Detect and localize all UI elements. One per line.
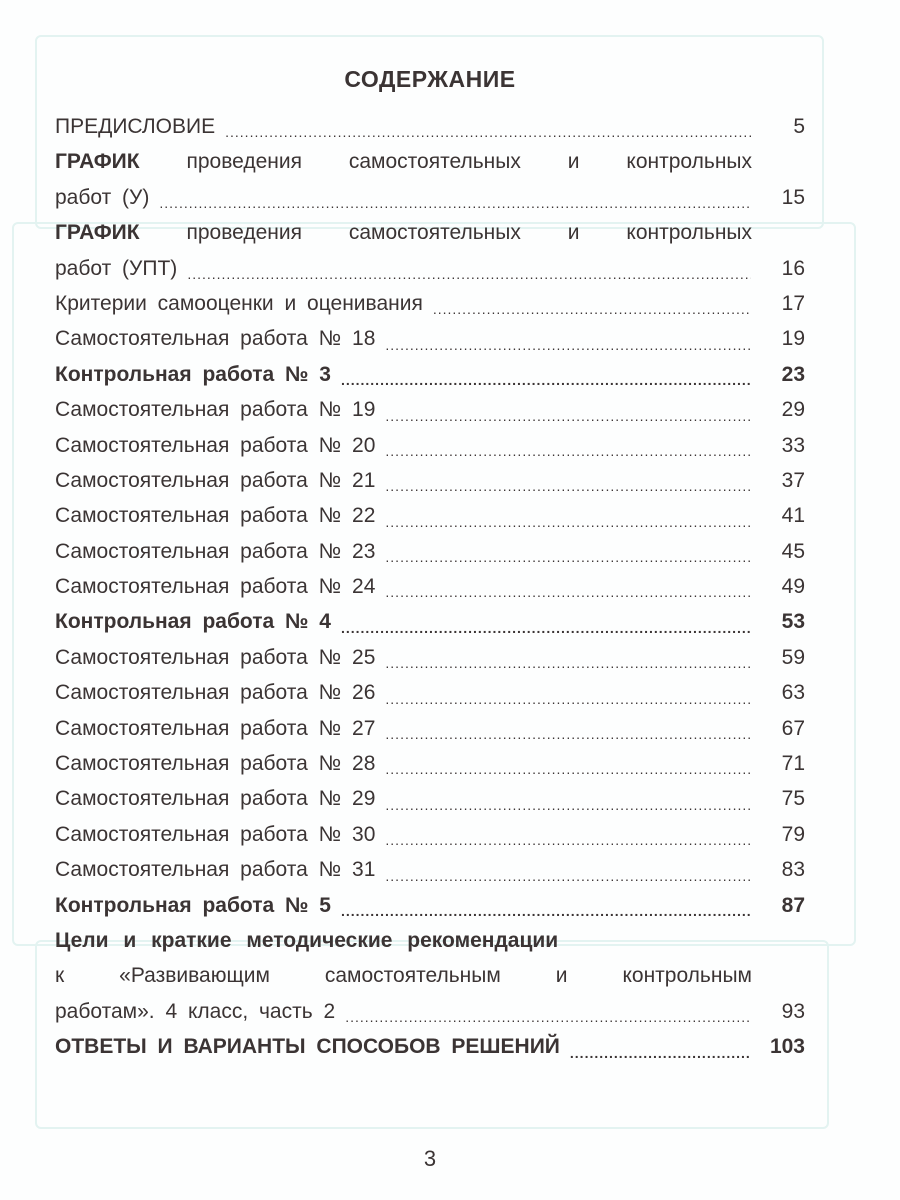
toc-entry-lead-line: [55, 958, 752, 993]
toc-entry-page: 15: [781, 185, 805, 209]
toc-entry-page: 5: [793, 115, 805, 138]
toc-entry[interactable]: [55, 711, 805, 746]
toc-entry-label: Самостоятельная работа № 28: [55, 752, 376, 776]
toc-leader-dots: [187, 262, 751, 286]
toc-entry-label: ОТВЕТЫ И ВАРИАНТЫ СПОСОБОВ РЕШЕНИЙ: [55, 1035, 560, 1059]
toc-leader-dots: [385, 580, 751, 604]
toc-entry-label: Самостоятельная работа № 25: [55, 645, 376, 669]
toc-leader-dots: [385, 510, 751, 534]
toc-leader-dots: [341, 368, 751, 392]
toc-entry-page: 83: [781, 858, 805, 882]
toc-entry-heading: Цели и краткие методические рекомендации: [55, 928, 559, 952]
toc-entry[interactable]: [55, 640, 805, 675]
toc-entry-label: Самостоятельная работа № 31: [55, 858, 376, 882]
toc-entry-lead-line: [55, 144, 752, 179]
toc-entry-label: Контрольная работа № 3: [55, 362, 331, 386]
toc-entry-page: 29: [781, 398, 805, 422]
toc-entry-page: 71: [781, 752, 805, 776]
toc-entry-label: Контрольная работа № 4: [55, 610, 331, 634]
toc-entry-lead-line: [55, 215, 752, 250]
toc-entry[interactable]: [55, 357, 805, 392]
toc-entry-label: Самостоятельная работа № 19: [55, 398, 376, 422]
toc-entry-label: Самостоятельная работа № 29: [55, 787, 376, 811]
toc-entry-label: Самостоятельная работа № 30: [55, 822, 376, 846]
toc-entry-label: Самостоятельная работа № 20: [55, 433, 376, 457]
toc-entry-label: Самостоятельная работа № 21: [55, 468, 376, 492]
toc-leader-dots: [385, 651, 751, 675]
toc-entry-label: Самостоятельная работа № 23: [55, 539, 376, 563]
toc-entry-page: 53: [781, 610, 805, 634]
toc-entry-page: 63: [781, 681, 805, 705]
toc-leader-dots: [385, 545, 751, 569]
toc-entry[interactable]: [55, 746, 805, 781]
toc-entry[interactable]: [55, 109, 805, 144]
toc-entry-label: ПРЕДИСЛОВИЕ: [55, 115, 216, 138]
toc-leader-dots: [385, 474, 751, 498]
toc-leader-dots: [385, 687, 751, 711]
toc-entry-lead-text: к «Развивающим самостоятельным и контрольным: [55, 964, 752, 988]
toc-entry[interactable]: [55, 321, 805, 356]
toc-entry-label: Критерии самооценки и оценивания: [55, 291, 423, 315]
toc-leader-dots: [385, 404, 751, 428]
table-of-contents: [55, 109, 805, 1065]
toc-leader-dots: [159, 191, 751, 215]
toc-leader-dots: [385, 757, 751, 781]
toc-entry-lead-bold: ГРАФИК: [55, 221, 140, 245]
toc-entry[interactable]: [55, 286, 805, 321]
toc-entry-lead-text: проведения самостоятельных и контрольных: [186, 150, 753, 174]
toc-entry[interactable]: [55, 463, 805, 498]
toc-entry[interactable]: [55, 817, 805, 852]
toc-entry-page: 93: [781, 999, 805, 1023]
toc-entry[interactable]: [55, 534, 805, 569]
toc-entry-label: Контрольная работа № 5: [55, 893, 331, 917]
toc-entry-label: Самостоятельная работа № 18: [55, 327, 376, 351]
toc-entry[interactable]: [55, 1029, 805, 1064]
toc-leader-dots: [385, 333, 751, 357]
toc-entry-label: Самостоятельная работа № 24: [55, 575, 376, 599]
page-number: 3: [423, 1146, 437, 1171]
toc-entry-page: 19: [781, 327, 805, 351]
toc-leader-dots: [341, 899, 751, 923]
toc-entry-label: работам». 4 класс, часть 2: [55, 999, 336, 1023]
toc-entry-page: 87: [781, 893, 805, 917]
toc-entry-lead-bold: ГРАФИК: [55, 150, 140, 174]
toc-leader-dots: [385, 793, 751, 817]
toc-entry[interactable]: [55, 251, 805, 286]
toc-entry[interactable]: [55, 392, 805, 427]
toc-entry-label: Самостоятельная работа № 22: [55, 504, 376, 528]
toc-leader-dots: [385, 722, 751, 746]
page-title: СОДЕРЖАНИЕ: [344, 66, 516, 92]
toc-leader-dots: [345, 1005, 751, 1029]
toc-leader-dots: [385, 828, 751, 852]
toc-entry[interactable]: [55, 888, 805, 923]
toc-entry-page: 41: [781, 504, 805, 528]
toc-entry[interactable]: [55, 781, 805, 816]
toc-leader-dots: [225, 120, 751, 144]
toc-leader-dots: [385, 864, 751, 888]
toc-entry[interactable]: [55, 675, 805, 710]
toc-entry-page: 103: [769, 1035, 805, 1059]
toc-entry-label: Самостоятельная работа № 27: [55, 716, 376, 740]
toc-entry-page: 37: [781, 468, 805, 492]
toc-leader-dots: [385, 439, 751, 463]
toc-entry[interactable]: [55, 604, 805, 639]
toc-leader-dots: [570, 1041, 751, 1065]
toc-entry[interactable]: [55, 428, 805, 463]
toc-entry[interactable]: [55, 180, 805, 215]
toc-leader-dots: [341, 616, 751, 640]
toc-entry-lead-text: проведения самостоятельных и контрольных: [186, 221, 753, 245]
toc-entry-label: Самостоятельная работа № 26: [55, 681, 376, 705]
toc-entry-label: работ (УПТ): [55, 256, 178, 280]
toc-entry-page: 67: [781, 716, 805, 740]
toc-entry-page: 79: [781, 822, 805, 846]
toc-entry[interactable]: [55, 498, 805, 533]
toc-entry-page: 33: [781, 433, 805, 457]
toc-entry-page: 49: [781, 575, 805, 599]
toc-entry[interactable]: [55, 852, 805, 887]
toc-entry-page: 59: [781, 645, 805, 669]
toc-entry-page: 75: [781, 787, 805, 811]
toc-leader-dots: [433, 297, 751, 321]
toc-entry-page: 16: [781, 256, 805, 280]
toc-entry-page: 17: [781, 291, 805, 315]
toc-entry-page: 23: [781, 362, 805, 386]
toc-entry-label: работ (У): [55, 185, 150, 209]
toc-entry[interactable]: [55, 569, 805, 604]
toc-entry-page: 45: [781, 539, 805, 563]
toc-entry[interactable]: [55, 994, 805, 1029]
